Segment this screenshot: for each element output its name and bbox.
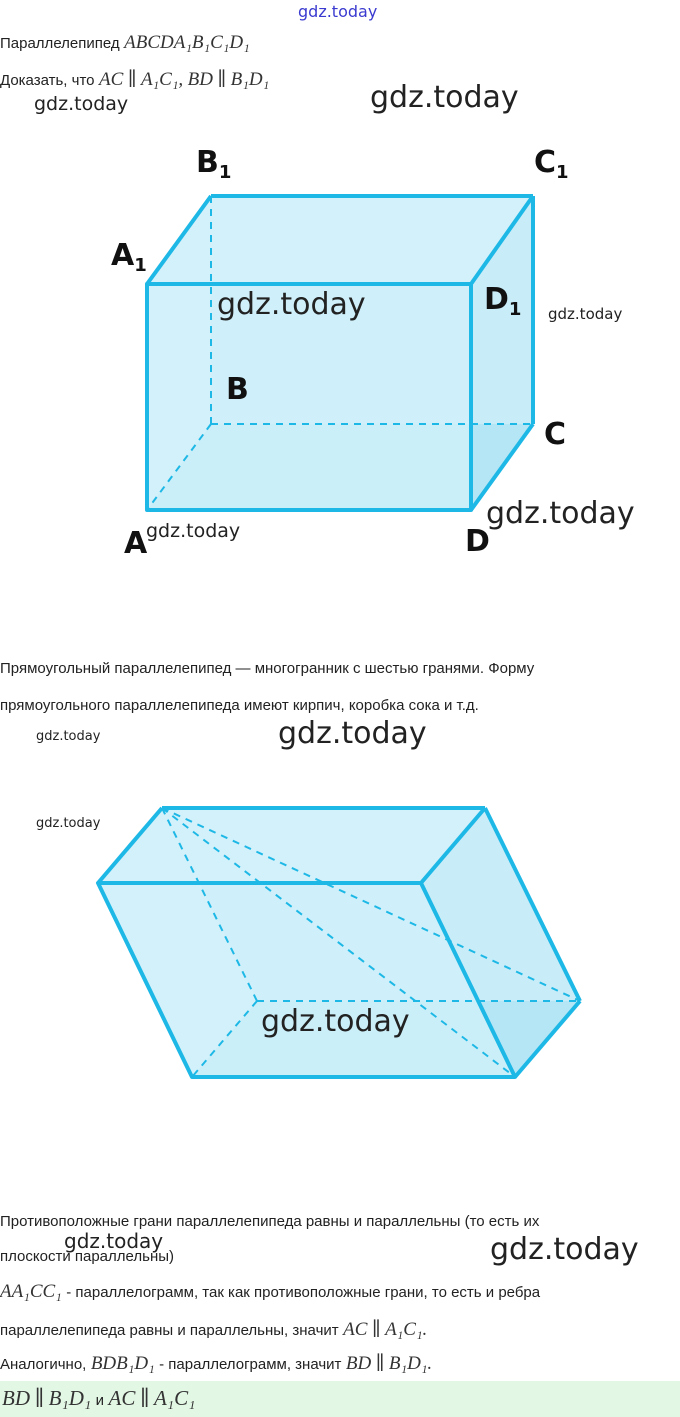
paragraph-1-line-1: Прямоугольный параллелепипед — многогранник с шестью гранями. Форму [0,660,535,677]
label-c: C [544,417,567,452]
watermark: gdz.today [36,729,101,744]
math-bd: BD [345,1353,372,1374]
paragraph-2-line-4 [0,1318,427,1341]
answer-math-b1d1: B₁D₁ [48,1386,92,1410]
paragraph-2-line-5 [0,1352,432,1375]
watermark: gdz.today [146,520,241,542]
paragraph-2-line-3-text: - параллелограмм, так как противоположные грани, то есть и ребра [66,1284,541,1301]
figure-parallelepiped-2 [0,780,680,1100]
label-c1: $C_1$ [534,145,569,183]
watermark-top: gdz.today [298,2,378,21]
label-d: D [465,524,490,559]
problem-line-2-text: Доказать, что [0,72,95,89]
label-d1: $D_1$ [484,282,522,320]
label-a: A [124,526,148,561]
paragraph-2-line-2: плоскости параллельны) [0,1248,175,1265]
parallel-symbol: ∥ [139,1386,150,1410]
label-b: B [226,372,249,407]
face-top [98,808,485,883]
label-a1: $A_1$ [111,238,147,276]
paragraph-2-line-4-text: параллелепипеда равны и параллельны, значит [0,1322,339,1339]
label-b1: $B_1$ [196,145,232,183]
paragraph-2-line-3 [0,1281,540,1303]
problem-math-ac: AC [98,69,124,90]
problem-math-a1c1: A₁C₁, [140,69,184,90]
watermark: gdz.today [548,305,623,323]
watermark: gdz.today [490,1232,639,1267]
math-a1c1: A₁C₁. [385,1319,428,1340]
parallel-symbol: ∥ [217,69,227,90]
watermark: gdz.today [64,1229,164,1253]
math-b1d1: B₁D₁. [388,1353,433,1374]
math-ac: AC [343,1319,368,1340]
problem-math-b1d1: B₁D₁ [230,69,270,90]
watermark: gdz.today [34,93,129,115]
parallel-symbol: ∥ [34,1386,45,1410]
answer-math-a1c1: A₁C₁ [153,1386,196,1410]
paragraph-2-line-5-text-2: - параллелограмм, значит [159,1356,342,1373]
parallel-symbol: ∥ [127,69,137,90]
problem-math-bd: BD [187,69,213,90]
answer-and: и [95,1392,105,1409]
watermark: gdz.today [261,1004,410,1039]
watermark: gdz.today [370,80,519,115]
problem-line-1-text: Параллелепипед [0,35,120,52]
face-top [147,196,533,284]
paragraph-2-line-1: Противоположные грани параллелепипеда равны и параллельны (то есть их [0,1213,540,1230]
parallel-symbol: ∥ [375,1353,385,1374]
math-aa1cc1: AA₁CC₁ [0,1281,62,1302]
problem-line-1-math: ABCDA₁B₁C₁D₁ [124,32,250,53]
watermark: gdz.today [278,716,427,751]
watermark: gdz.today [36,816,101,831]
answer-math-ac: AC [108,1386,136,1410]
answer-line [2,1386,195,1411]
parallel-symbol: ∥ [371,1319,381,1340]
answer-math-bd: BD [2,1386,30,1410]
watermark: gdz.today [486,496,635,531]
paragraph-1-line-2: прямоугольного параллелепипеда имеют кирпич, коробка сока и т.д. [0,697,479,714]
math-bdb1d1: BDB₁D₁ [90,1353,155,1374]
paragraph-2-line-5-text-1: Аналогично, [0,1356,87,1373]
watermark: gdz.today [217,287,366,322]
